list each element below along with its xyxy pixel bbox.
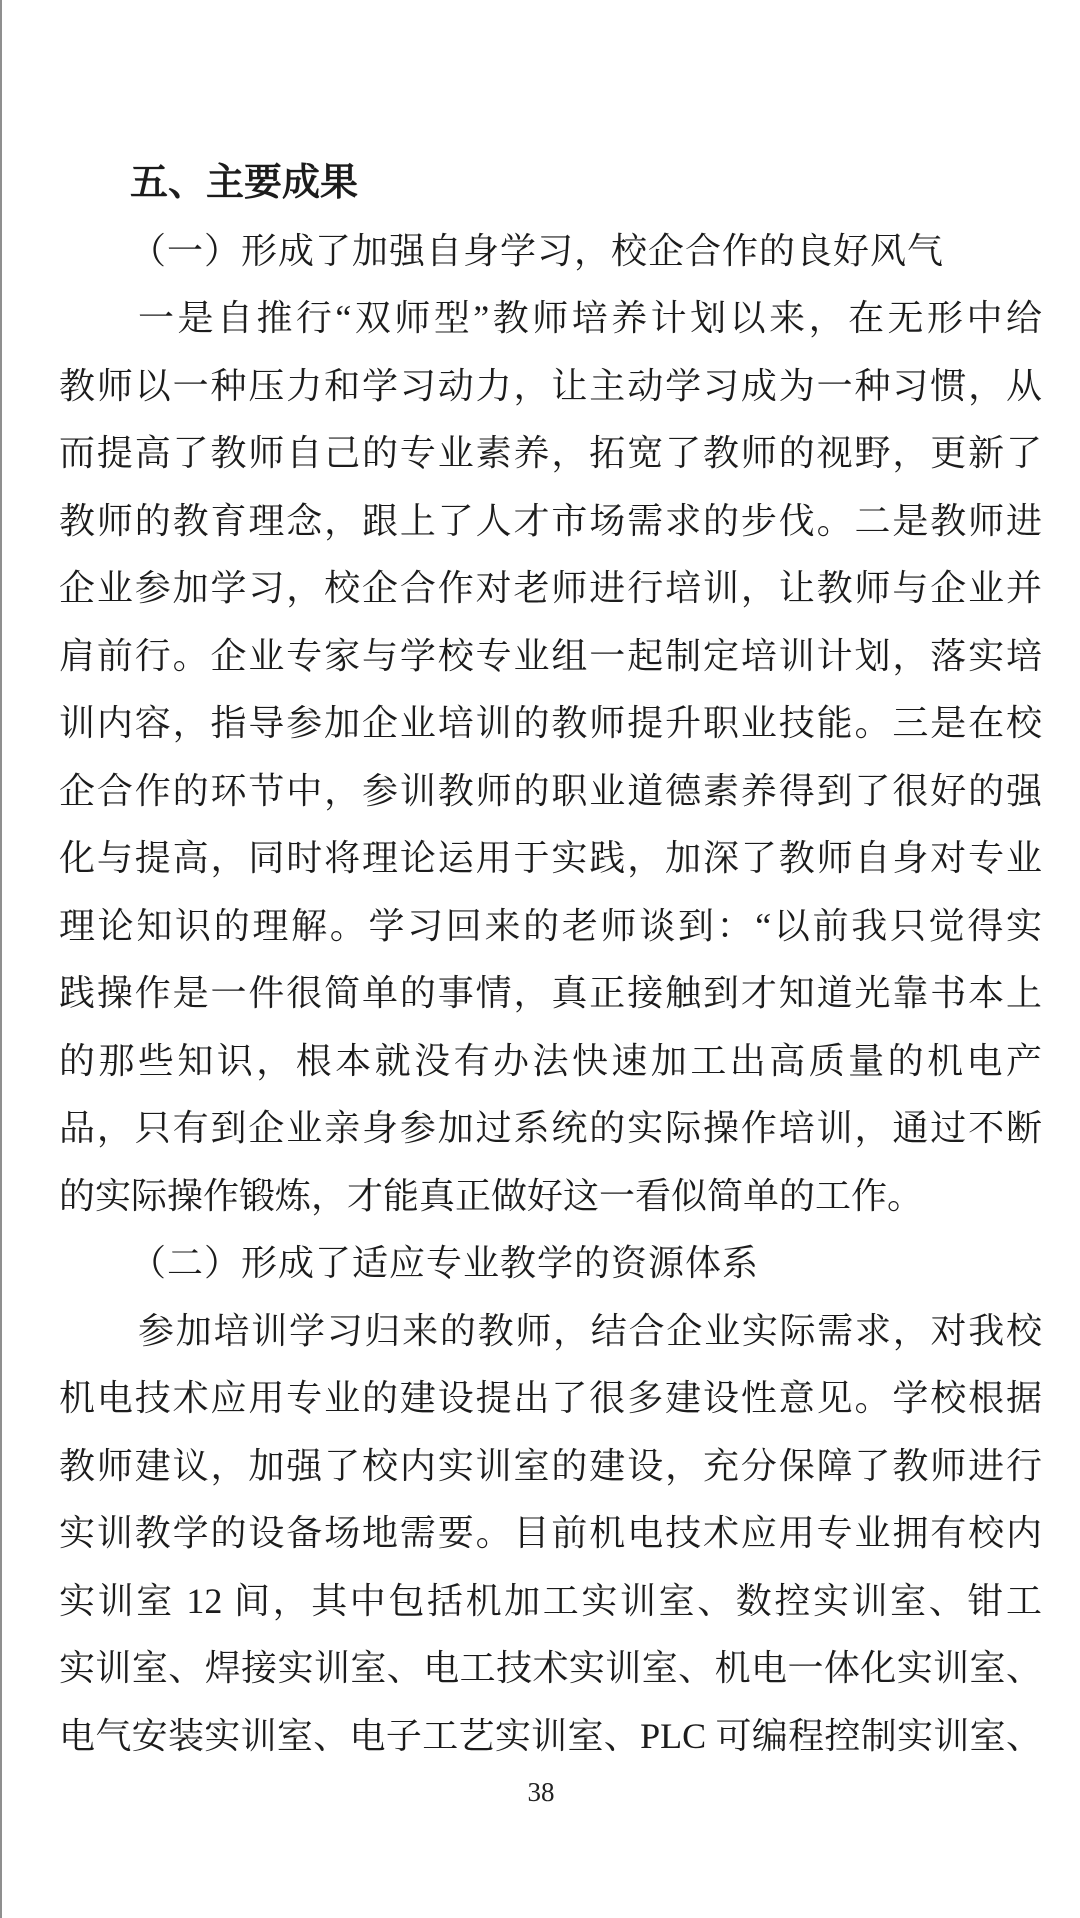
subsection-heading: （二）形成了适应专业教学的资源体系 — [130, 1243, 760, 1283]
document-body — [59, 150, 1042, 1770]
text-line: 教师以一种压力和学习动力，让主动学习成为一种习惯，从 — [59, 365, 1042, 406]
text-line: 而提高了教师自己的专业素养，拓宽了教师的视野，更新了 — [59, 433, 1042, 473]
text-line: 实训室、焊接实训室、电工技术实训室、机电一体化实训室、 — [59, 1648, 1042, 1688]
section-heading: 五、主要成果 — [130, 162, 359, 204]
text-line: 企业参加学习，校企合作对老师进行培训，让教师与企业并 — [59, 568, 1042, 608]
text-line: 理论知识的理解。学习回来的老师谈到：“以前我只觉得实 — [59, 905, 1042, 946]
text-line: 的那些知识，根本就没有办法快速加工出高质量的机电产 — [59, 1040, 1042, 1081]
text-line: 化与提高，同时将理论运用于实践，加深了教师自身对专业 — [59, 838, 1042, 878]
text-line: 实训室 12 间，其中包括机加工实训室、数控实训室、钳工 — [59, 1580, 1042, 1621]
text-line: 肩前行。企业专家与学校专业组一起制定培训计划，落实培 — [59, 635, 1042, 676]
page-number: 38 — [527, 1777, 555, 1807]
subsection-heading: （一）形成了加强自身学习，校企合作的良好风气 — [130, 230, 945, 271]
text-line: 企合作的环节中，参训教师的职业道德素养得到了很好的强 — [59, 770, 1042, 811]
text-line: 践操作是一件很简单的事情，真正接触到才知道光靠书本上 — [59, 973, 1042, 1013]
text-line: 教师建议，加强了校内实训室的建设，充分保障了教师进行 — [59, 1445, 1042, 1486]
text-line: 机电技术应用专业的建设提出了很多建设性意见。学校根据 — [59, 1378, 1042, 1418]
text-line: 教师的教育理念，跟上了人才市场需求的步伐。二是教师进 — [59, 500, 1042, 541]
text-line: 电气安装实训室、电子工艺实训室、PLC 可编程控制实训室、 — [59, 1715, 1042, 1756]
text-line: 品，只有到企业亲身参加过系统的实际操作培训，通过不断 — [59, 1108, 1042, 1148]
text-line: 一是自推行“双师型”教师培养计划以来，在无形中给 — [138, 298, 1042, 338]
text-line: 参加培训学习归来的教师，结合企业实际需求，对我校 — [138, 1310, 1042, 1351]
text-line: 实训教学的设备场地需要。目前机电技术应用专业拥有校内 — [59, 1513, 1042, 1553]
text-line: 训内容，指导参加企业培训的教师提升职业技能。三是在校 — [59, 703, 1042, 743]
text-line: 的实际操作锻炼，才能真正做好这一看似简单的工作。 — [59, 1175, 924, 1216]
